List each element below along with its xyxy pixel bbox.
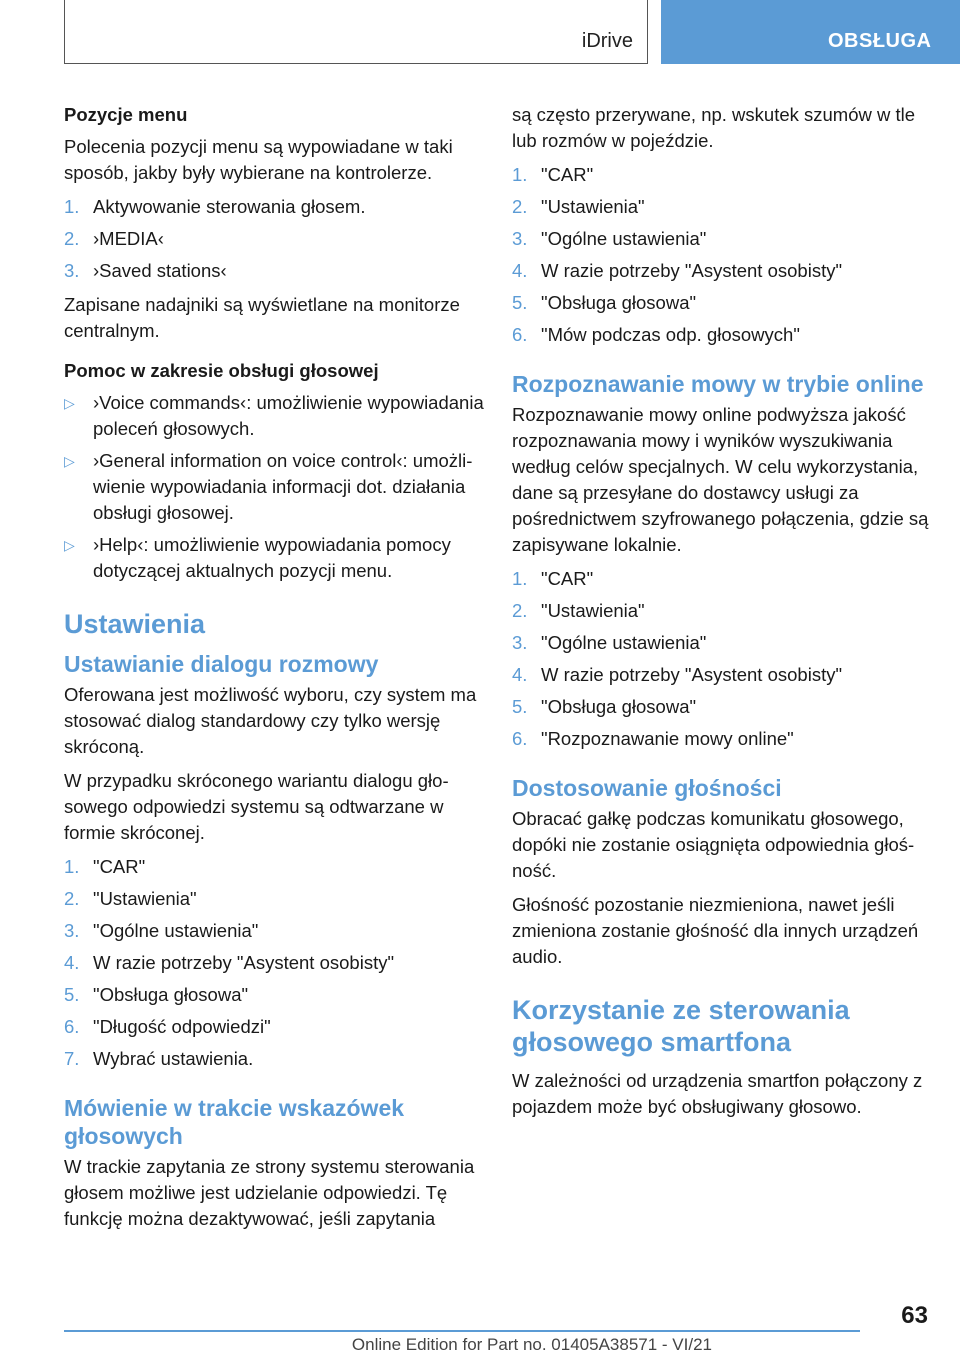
list-item: 6. "Długość odpowiedzi": [64, 1016, 271, 1037]
list-item: 2. "Ustawienia": [64, 888, 197, 909]
heading-settings: Ustawienia: [64, 609, 206, 639]
list-item: 3. ›Saved stations‹: [64, 260, 227, 281]
heading-dialog: Ustawianie dialogu rozmowy: [64, 651, 379, 677]
list-item: ▷ ›Help‹: umożliwienie wypowiadania pomocy dotyczącej aktualnych pozycji menu.: [64, 534, 451, 581]
footer-divider: [64, 1330, 860, 1332]
list-item: 1. Aktywowanie sterowania głosem.: [64, 196, 366, 217]
list-item: 4. W razie potrzeby "Asystent osobisty": [512, 260, 843, 281]
talk-continued: są często przerywane, np. wskutek szumów w tle lub rozmów w pojeździe.: [512, 104, 916, 151]
list-item: 5. "Obsługa głosowa": [512, 696, 697, 717]
heading-smartphone: Korzystanie ze sterowania głosowego smartfona: [512, 995, 850, 1057]
dialog-paragraph-2: W przypadku skróconego wariantu dialogu głosowego odpowiedzi systemu są odtwarzane w formie skróconej.: [64, 770, 449, 843]
list-item: 6. "Rozpoznawanie mowy online": [512, 728, 794, 749]
right-column: [512, 102, 932, 1128]
volume-paragraph-1: Obracać gałkę podczas komunikatu głosowego, dopóki nie zostanie osiągnięta odpowiednia głośność.: [512, 808, 915, 881]
dialog-steps: [64, 854, 484, 1072]
smartphone-paragraph: W zależności od urządzenia smartfon połączony z pojazdem może być obsługiwany głosowo.: [512, 1070, 923, 1117]
talk-paragraph: W trackie zapytania ze strony systemu sterowania głosem możliwe jest udzielanie odpowiedzi. Tę funkcję można dezaktywować, jeśli zapytania: [64, 1156, 475, 1229]
list-item: 1. "CAR": [512, 164, 594, 185]
header-frame: [64, 0, 648, 64]
list-item: 3. "Ogólne ustawienia": [512, 228, 707, 249]
help-title: Pomoc w zakresie obsługi głosowej: [64, 360, 379, 381]
heading-online: Rozpoznawanie mowy w trybie online: [512, 371, 924, 397]
triangle-bullet-icon: ▷: [64, 453, 75, 469]
list-item: 5. "Obsługa głosowa": [64, 984, 249, 1005]
list-item: 4. W razie potrzeby "Asystent osobisty": [512, 664, 843, 685]
footer-edition: Online Edition for Part no. 01405A38571 - VI/21: [351, 1335, 712, 1354]
heading-volume: Dostosowanie głośności: [512, 775, 782, 801]
menu-intro: Polecenia pozycji menu są wypowiadane w taki sposób, jakby były wybierane na kontrolerze.: [64, 136, 453, 183]
online-paragraph: Rozpoznawanie mowy online podwyższa jakość rozpoznawania mowy i wyników wyszukiwania według celów specjalnych. W celu wykorzystania, dane są przesyłane do dostawcy usługi za pośrednictwem szyfrowanego połączenia, gdzie są zapisywane lokalnie.: [512, 404, 929, 555]
list-item: 6. "Mów podczas odp. głosowych": [512, 324, 800, 345]
heading-talk: Mówienie w trakcie wskazówek głosowych: [64, 1095, 405, 1149]
left-column: [64, 102, 484, 1240]
page-number: 63: [901, 1302, 928, 1329]
header-section: iDrive: [581, 30, 633, 52]
list-item: 1. "CAR": [512, 568, 594, 589]
list-item: 5. "Obsługa głosowa": [512, 292, 697, 313]
volume-paragraph-2: Głośność pozostanie niezmieniona, nawet jeśli zmieniona zostanie głośność dla innych urządzeń audio.: [512, 894, 919, 967]
menu-title: Pozycje menu: [64, 104, 188, 125]
list-item: 4. W razie potrzeby "Asystent osobisty": [64, 952, 395, 973]
list-item: 3. "Ogólne ustawienia": [512, 632, 707, 653]
list-item: 2. "Ustawienia": [512, 196, 645, 217]
list-item: ▷ ›Voice commands‹: umożliwienie wypowiadania poleceń głosowych.: [64, 392, 484, 439]
menu-steps: [64, 194, 484, 284]
triangle-bullet-icon: ▷: [64, 395, 75, 411]
talk-steps: [512, 162, 932, 348]
list-item: 3. "Ogólne ustawienia": [64, 920, 259, 941]
list-item: 7. Wybrać ustawienia.: [64, 1048, 254, 1069]
triangle-bullet-icon: ▷: [64, 537, 75, 553]
header-tab-label: OBSŁUGA: [828, 30, 932, 52]
help-list: [64, 390, 484, 584]
list-item: 2. "Ustawienia": [512, 600, 645, 621]
list-item: 2. ›MEDIA‹: [64, 228, 164, 249]
menu-outro: Zapisane nadajniki są wyświetlane na monitorze centralnym.: [64, 294, 460, 341]
list-item: 1. "CAR": [64, 856, 146, 877]
dialog-paragraph-1: Oferowana jest możliwość wyboru, czy system ma stosować dialog standardowy czy tylko wersję skróconą.: [64, 684, 477, 757]
online-steps: [512, 566, 932, 752]
list-item: ▷ ›General information on voice control‹: umożliwienie wypowiadania informacji dot. działania obsługi głosowej.: [64, 450, 473, 523]
header-tab[interactable]: [661, 0, 960, 64]
